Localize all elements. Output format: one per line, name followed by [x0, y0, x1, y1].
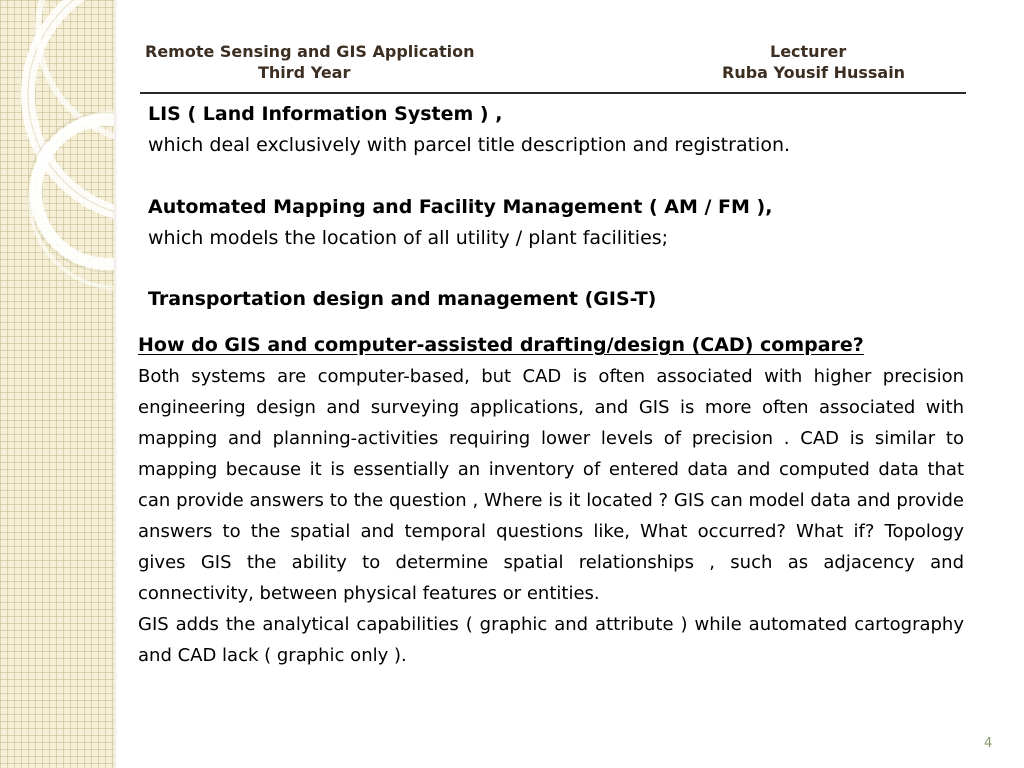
slide-header	[140, 42, 970, 92]
course-title: Remote Sensing and GIS Application	[145, 42, 475, 61]
lis-term: LIS ( Land Information System ) ,	[148, 103, 503, 125]
course-year: Third Year	[258, 63, 351, 82]
comparison-heading: How do GIS and computer-assisted drafting/design (CAD) compare?	[138, 334, 864, 356]
lis-definition	[148, 99, 790, 161]
amfm-description: which models the location of all utility / plant facilities;	[148, 227, 669, 249]
decorative-circles-graphic	[0, 0, 114, 768]
lecturer-name: Ruba Yousif Hussain	[722, 63, 906, 82]
gist-definition	[148, 284, 656, 315]
gist-term: Transportation design and management (GIS-T)	[148, 288, 657, 310]
lis-description: which deal exclusively with parcel title description and registration.	[148, 134, 791, 156]
amfm-definition	[148, 192, 772, 254]
header-divider	[140, 92, 966, 94]
panel-edge-shadow	[114, 0, 118, 768]
decorative-side-panel	[0, 0, 114, 768]
comparison-paragraph: Both systems are computer-based, but CAD is often associated with higher precision engineering design and surveying applications, and GIS is more often associated with mapping and planning-activities requiring lower levels of precision . CAD is similar to mapping because it is essentially an inventory of entered data and computed data that can provide answers to the question , Where is it located ? GIS can model data and provide answers to the spatial and temporal questions like, What occurred? What if? Topology gives GIS the ability to determine spatial relationships , such as adjacency and connectivity, between physical features or entities.	[138, 366, 964, 604]
amfm-term: Automated Mapping and Facility Management ( AM / FM ),	[148, 196, 773, 218]
lecturer-label: Lecturer	[770, 42, 847, 61]
gis-cad-comparison	[138, 330, 964, 671]
comparison-summary: GIS adds the analytical capabilities ( graphic and attribute ) while automated cartography and CAD lack ( graphic only ).	[138, 614, 964, 666]
page-number: 4	[984, 736, 993, 751]
